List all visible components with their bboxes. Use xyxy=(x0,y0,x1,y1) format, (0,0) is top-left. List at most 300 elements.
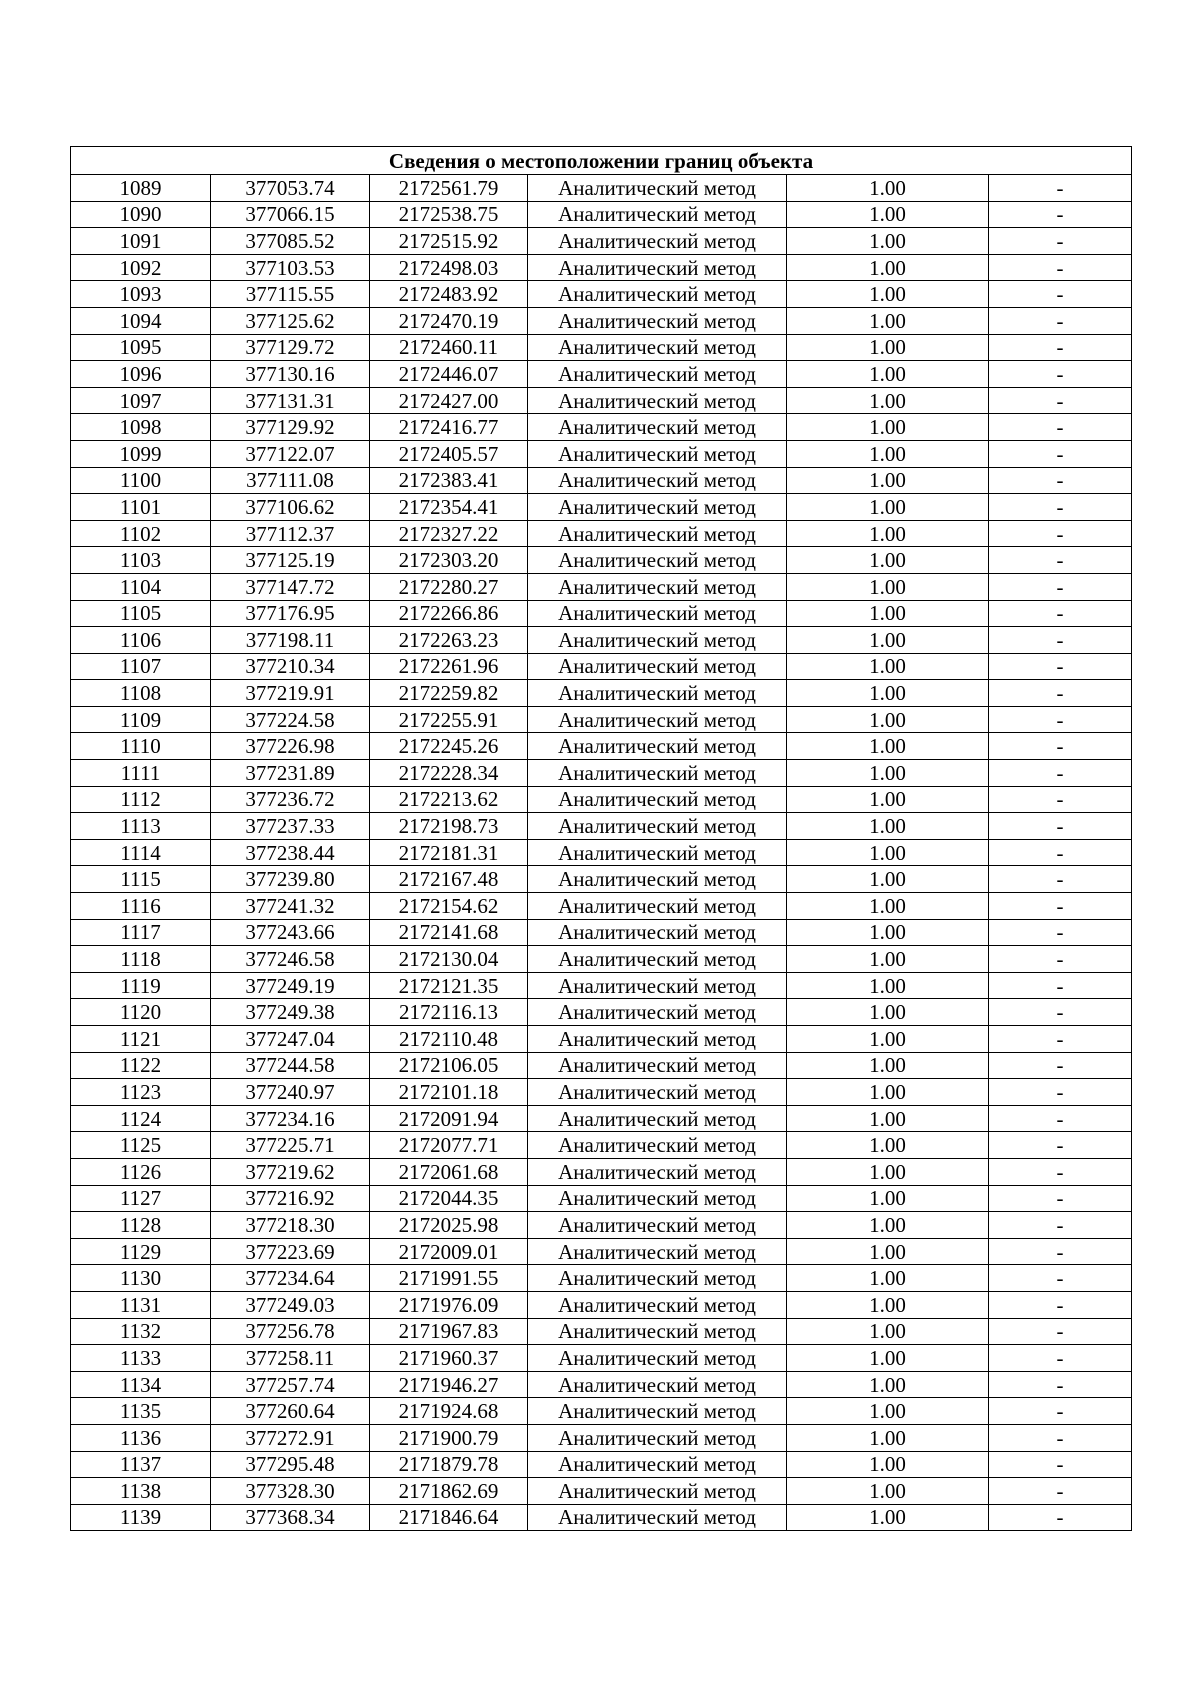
table-row xyxy=(71,547,1132,574)
y-coordinate-cell: 2172515.92 xyxy=(370,228,528,255)
method-cell: Аналитический метод xyxy=(528,1504,787,1531)
accuracy-cell: 1.00 xyxy=(787,467,989,494)
y-coordinate-cell: 2172213.62 xyxy=(370,786,528,813)
y-coordinate-cell: 2172383.41 xyxy=(370,467,528,494)
x-coordinate-cell: 377295.48 xyxy=(211,1451,370,1478)
y-coordinate-cell: 2172483.92 xyxy=(370,281,528,308)
point-number-cell: 1116 xyxy=(71,893,211,920)
accuracy-cell: 1.00 xyxy=(787,919,989,946)
accuracy-cell: 1.00 xyxy=(787,573,989,600)
boundary-coordinates-table xyxy=(70,146,1132,1531)
table-row xyxy=(71,893,1132,920)
method-cell: Аналитический метод xyxy=(528,1291,787,1318)
x-coordinate-cell: 377176.95 xyxy=(211,600,370,627)
accuracy-cell: 1.00 xyxy=(787,1265,989,1292)
table-row xyxy=(71,1265,1132,1292)
y-coordinate-cell: 2172061.68 xyxy=(370,1158,528,1185)
method-cell: Аналитический метод xyxy=(528,1105,787,1132)
point-number-cell: 1132 xyxy=(71,1318,211,1345)
table-row xyxy=(71,201,1132,228)
description-cell: - xyxy=(989,1451,1132,1478)
description-cell: - xyxy=(989,919,1132,946)
method-cell: Аналитический метод xyxy=(528,653,787,680)
x-coordinate-cell: 377122.07 xyxy=(211,440,370,467)
description-cell: - xyxy=(989,1079,1132,1106)
table-row xyxy=(71,387,1132,414)
point-number-cell: 1095 xyxy=(71,334,211,361)
point-number-cell: 1092 xyxy=(71,254,211,281)
method-cell: Аналитический метод xyxy=(528,946,787,973)
point-number-cell: 1127 xyxy=(71,1185,211,1212)
table-row xyxy=(71,1504,1132,1531)
table-row xyxy=(71,1079,1132,1106)
method-cell: Аналитический метод xyxy=(528,999,787,1026)
method-cell: Аналитический метод xyxy=(528,573,787,600)
table-row xyxy=(71,1424,1132,1451)
point-number-cell: 1119 xyxy=(71,972,211,999)
y-coordinate-cell: 2172259.82 xyxy=(370,680,528,707)
point-number-cell: 1102 xyxy=(71,520,211,547)
point-number-cell: 1130 xyxy=(71,1265,211,1292)
description-cell: - xyxy=(989,361,1132,388)
description-cell: - xyxy=(989,946,1132,973)
y-coordinate-cell: 2172255.91 xyxy=(370,706,528,733)
y-coordinate-cell: 2171991.55 xyxy=(370,1265,528,1292)
description-cell: - xyxy=(989,281,1132,308)
point-number-cell: 1090 xyxy=(71,201,211,228)
point-number-cell: 1134 xyxy=(71,1371,211,1398)
accuracy-cell: 1.00 xyxy=(787,1185,989,1212)
description-cell: - xyxy=(989,653,1132,680)
accuracy-cell: 1.00 xyxy=(787,1052,989,1079)
accuracy-cell: 1.00 xyxy=(787,1504,989,1531)
accuracy-cell: 1.00 xyxy=(787,547,989,574)
description-cell: - xyxy=(989,760,1132,787)
accuracy-cell: 1.00 xyxy=(787,175,989,202)
y-coordinate-cell: 2171900.79 xyxy=(370,1424,528,1451)
table-row xyxy=(71,786,1132,813)
y-coordinate-cell: 2172405.57 xyxy=(370,440,528,467)
y-coordinate-cell: 2171846.64 xyxy=(370,1504,528,1531)
accuracy-cell: 1.00 xyxy=(787,1158,989,1185)
y-coordinate-cell: 2172354.41 xyxy=(370,494,528,521)
table-row xyxy=(71,520,1132,547)
y-coordinate-cell: 2172327.22 xyxy=(370,520,528,547)
description-cell: - xyxy=(989,680,1132,707)
x-coordinate-cell: 377219.62 xyxy=(211,1158,370,1185)
y-coordinate-cell: 2172106.05 xyxy=(370,1052,528,1079)
point-number-cell: 1110 xyxy=(71,733,211,760)
description-cell: - xyxy=(989,387,1132,414)
x-coordinate-cell: 377216.92 xyxy=(211,1185,370,1212)
description-cell: - xyxy=(989,1398,1132,1425)
method-cell: Аналитический метод xyxy=(528,254,787,281)
accuracy-cell: 1.00 xyxy=(787,733,989,760)
method-cell: Аналитический метод xyxy=(528,680,787,707)
description-cell: - xyxy=(989,494,1132,521)
table-row xyxy=(71,1052,1132,1079)
accuracy-cell: 1.00 xyxy=(787,1398,989,1425)
x-coordinate-cell: 377129.92 xyxy=(211,414,370,441)
accuracy-cell: 1.00 xyxy=(787,1371,989,1398)
y-coordinate-cell: 2172181.31 xyxy=(370,839,528,866)
x-coordinate-cell: 377053.74 xyxy=(211,175,370,202)
x-coordinate-cell: 377368.34 xyxy=(211,1504,370,1531)
y-coordinate-cell: 2171946.27 xyxy=(370,1371,528,1398)
method-cell: Аналитический метод xyxy=(528,733,787,760)
table-row xyxy=(71,1185,1132,1212)
x-coordinate-cell: 377234.64 xyxy=(211,1265,370,1292)
point-number-cell: 1103 xyxy=(71,547,211,574)
x-coordinate-cell: 377249.03 xyxy=(211,1291,370,1318)
x-coordinate-cell: 377237.33 xyxy=(211,813,370,840)
point-number-cell: 1107 xyxy=(71,653,211,680)
table-row xyxy=(71,733,1132,760)
y-coordinate-cell: 2172261.96 xyxy=(370,653,528,680)
y-coordinate-cell: 2172498.03 xyxy=(370,254,528,281)
accuracy-cell: 1.00 xyxy=(787,1451,989,1478)
description-cell: - xyxy=(989,520,1132,547)
method-cell: Аналитический метод xyxy=(528,414,787,441)
table-row xyxy=(71,600,1132,627)
x-coordinate-cell: 377147.72 xyxy=(211,573,370,600)
accuracy-cell: 1.00 xyxy=(787,254,989,281)
description-cell: - xyxy=(989,1026,1132,1053)
x-coordinate-cell: 377125.62 xyxy=(211,307,370,334)
table-row xyxy=(71,680,1132,707)
accuracy-cell: 1.00 xyxy=(787,680,989,707)
accuracy-cell: 1.00 xyxy=(787,361,989,388)
table-row xyxy=(71,307,1132,334)
method-cell: Аналитический метод xyxy=(528,893,787,920)
point-number-cell: 1115 xyxy=(71,866,211,893)
accuracy-cell: 1.00 xyxy=(787,1478,989,1505)
method-cell: Аналитический метод xyxy=(528,520,787,547)
x-coordinate-cell: 377131.31 xyxy=(211,387,370,414)
accuracy-cell: 1.00 xyxy=(787,520,989,547)
point-number-cell: 1137 xyxy=(71,1451,211,1478)
accuracy-cell: 1.00 xyxy=(787,786,989,813)
point-number-cell: 1094 xyxy=(71,307,211,334)
point-number-cell: 1111 xyxy=(71,760,211,787)
method-cell: Аналитический метод xyxy=(528,600,787,627)
description-cell: - xyxy=(989,547,1132,574)
method-cell: Аналитический метод xyxy=(528,1212,787,1239)
table-title: Сведения о местоположении границ объекта xyxy=(71,147,1132,175)
table-row xyxy=(71,1158,1132,1185)
y-coordinate-cell: 2172280.27 xyxy=(370,573,528,600)
accuracy-cell: 1.00 xyxy=(787,1079,989,1106)
accuracy-cell: 1.00 xyxy=(787,307,989,334)
x-coordinate-cell: 377226.98 xyxy=(211,733,370,760)
method-cell: Аналитический метод xyxy=(528,1158,787,1185)
method-cell: Аналитический метод xyxy=(528,1371,787,1398)
point-number-cell: 1099 xyxy=(71,440,211,467)
x-coordinate-cell: 377258.11 xyxy=(211,1345,370,1372)
table-row xyxy=(71,1398,1132,1425)
point-number-cell: 1126 xyxy=(71,1158,211,1185)
method-cell: Аналитический метод xyxy=(528,440,787,467)
table-row xyxy=(71,866,1132,893)
y-coordinate-cell: 2172110.48 xyxy=(370,1026,528,1053)
point-number-cell: 1096 xyxy=(71,361,211,388)
point-number-cell: 1118 xyxy=(71,946,211,973)
x-coordinate-cell: 377240.97 xyxy=(211,1079,370,1106)
point-number-cell: 1104 xyxy=(71,573,211,600)
table-row xyxy=(71,1026,1132,1053)
accuracy-cell: 1.00 xyxy=(787,1318,989,1345)
description-cell: - xyxy=(989,1158,1132,1185)
table-row xyxy=(71,919,1132,946)
method-cell: Аналитический метод xyxy=(528,361,787,388)
description-cell: - xyxy=(989,1371,1132,1398)
point-number-cell: 1125 xyxy=(71,1132,211,1159)
point-number-cell: 1112 xyxy=(71,786,211,813)
description-cell: - xyxy=(989,600,1132,627)
description-cell: - xyxy=(989,972,1132,999)
accuracy-cell: 1.00 xyxy=(787,1132,989,1159)
x-coordinate-cell: 377239.80 xyxy=(211,866,370,893)
x-coordinate-cell: 377210.34 xyxy=(211,653,370,680)
point-number-cell: 1113 xyxy=(71,813,211,840)
description-cell: - xyxy=(989,1238,1132,1265)
table-row xyxy=(71,1238,1132,1265)
description-cell: - xyxy=(989,254,1132,281)
description-cell: - xyxy=(989,1318,1132,1345)
x-coordinate-cell: 377111.08 xyxy=(211,467,370,494)
point-number-cell: 1106 xyxy=(71,627,211,654)
point-number-cell: 1091 xyxy=(71,228,211,255)
method-cell: Аналитический метод xyxy=(528,1052,787,1079)
method-cell: Аналитический метод xyxy=(528,919,787,946)
method-cell: Аналитический метод xyxy=(528,706,787,733)
y-coordinate-cell: 2172091.94 xyxy=(370,1105,528,1132)
point-number-cell: 1114 xyxy=(71,839,211,866)
point-number-cell: 1098 xyxy=(71,414,211,441)
method-cell: Аналитический метод xyxy=(528,1345,787,1372)
method-cell: Аналитический метод xyxy=(528,1451,787,1478)
method-cell: Аналитический метод xyxy=(528,627,787,654)
table-row xyxy=(71,1451,1132,1478)
description-cell: - xyxy=(989,1345,1132,1372)
method-cell: Аналитический метод xyxy=(528,467,787,494)
description-cell: - xyxy=(989,1052,1132,1079)
x-coordinate-cell: 377231.89 xyxy=(211,760,370,787)
accuracy-cell: 1.00 xyxy=(787,866,989,893)
x-coordinate-cell: 377257.74 xyxy=(211,1371,370,1398)
y-coordinate-cell: 2172538.75 xyxy=(370,201,528,228)
accuracy-cell: 1.00 xyxy=(787,813,989,840)
accuracy-cell: 1.00 xyxy=(787,627,989,654)
table-row xyxy=(71,494,1132,521)
description-cell: - xyxy=(989,999,1132,1026)
description-cell: - xyxy=(989,786,1132,813)
point-number-cell: 1131 xyxy=(71,1291,211,1318)
x-coordinate-cell: 377130.16 xyxy=(211,361,370,388)
y-coordinate-cell: 2172446.07 xyxy=(370,361,528,388)
accuracy-cell: 1.00 xyxy=(787,999,989,1026)
accuracy-cell: 1.00 xyxy=(787,387,989,414)
point-number-cell: 1101 xyxy=(71,494,211,521)
x-coordinate-cell: 377244.58 xyxy=(211,1052,370,1079)
description-cell: - xyxy=(989,1132,1132,1159)
method-cell: Аналитический метод xyxy=(528,760,787,787)
y-coordinate-cell: 2171924.68 xyxy=(370,1398,528,1425)
x-coordinate-cell: 377125.19 xyxy=(211,547,370,574)
method-cell: Аналитический метод xyxy=(528,813,787,840)
method-cell: Аналитический метод xyxy=(528,201,787,228)
table-row xyxy=(71,175,1132,202)
table-body xyxy=(71,175,1132,1531)
table-row xyxy=(71,813,1132,840)
description-cell: - xyxy=(989,175,1132,202)
method-cell: Аналитический метод xyxy=(528,1238,787,1265)
y-coordinate-cell: 2172245.26 xyxy=(370,733,528,760)
x-coordinate-cell: 377272.91 xyxy=(211,1424,370,1451)
method-cell: Аналитический метод xyxy=(528,1079,787,1106)
y-coordinate-cell: 2172460.11 xyxy=(370,334,528,361)
point-number-cell: 1128 xyxy=(71,1212,211,1239)
table-title-row xyxy=(71,147,1132,175)
description-cell: - xyxy=(989,334,1132,361)
table-row xyxy=(71,1371,1132,1398)
y-coordinate-cell: 2172116.13 xyxy=(370,999,528,1026)
description-cell: - xyxy=(989,573,1132,600)
method-cell: Аналитический метод xyxy=(528,228,787,255)
y-coordinate-cell: 2172141.68 xyxy=(370,919,528,946)
method-cell: Аналитический метод xyxy=(528,334,787,361)
description-cell: - xyxy=(989,1212,1132,1239)
description-cell: - xyxy=(989,1105,1132,1132)
x-coordinate-cell: 377103.53 xyxy=(211,254,370,281)
x-coordinate-cell: 377249.19 xyxy=(211,972,370,999)
method-cell: Аналитический метод xyxy=(528,494,787,521)
table-row xyxy=(71,760,1132,787)
x-coordinate-cell: 377328.30 xyxy=(211,1478,370,1505)
description-cell: - xyxy=(989,866,1132,893)
description-cell: - xyxy=(989,228,1132,255)
table-row xyxy=(71,1291,1132,1318)
table-row xyxy=(71,653,1132,680)
method-cell: Аналитический метод xyxy=(528,1424,787,1451)
accuracy-cell: 1.00 xyxy=(787,600,989,627)
table-row xyxy=(71,1318,1132,1345)
accuracy-cell: 1.00 xyxy=(787,706,989,733)
point-number-cell: 1136 xyxy=(71,1424,211,1451)
method-cell: Аналитический метод xyxy=(528,387,787,414)
table-row xyxy=(71,1105,1132,1132)
x-coordinate-cell: 377115.55 xyxy=(211,281,370,308)
table-row xyxy=(71,467,1132,494)
point-number-cell: 1109 xyxy=(71,706,211,733)
table-row xyxy=(71,414,1132,441)
y-coordinate-cell: 2172470.19 xyxy=(370,307,528,334)
accuracy-cell: 1.00 xyxy=(787,201,989,228)
accuracy-cell: 1.00 xyxy=(787,1105,989,1132)
point-number-cell: 1093 xyxy=(71,281,211,308)
accuracy-cell: 1.00 xyxy=(787,334,989,361)
point-number-cell: 1135 xyxy=(71,1398,211,1425)
description-cell: - xyxy=(989,440,1132,467)
description-cell: - xyxy=(989,813,1132,840)
x-coordinate-cell: 377234.16 xyxy=(211,1105,370,1132)
x-coordinate-cell: 377112.37 xyxy=(211,520,370,547)
y-coordinate-cell: 2172416.77 xyxy=(370,414,528,441)
accuracy-cell: 1.00 xyxy=(787,414,989,441)
x-coordinate-cell: 377224.58 xyxy=(211,706,370,733)
x-coordinate-cell: 377260.64 xyxy=(211,1398,370,1425)
table-row xyxy=(71,228,1132,255)
accuracy-cell: 1.00 xyxy=(787,281,989,308)
point-number-cell: 1124 xyxy=(71,1105,211,1132)
point-number-cell: 1123 xyxy=(71,1079,211,1106)
table-row xyxy=(71,361,1132,388)
table-row xyxy=(71,573,1132,600)
y-coordinate-cell: 2172077.71 xyxy=(370,1132,528,1159)
description-cell: - xyxy=(989,839,1132,866)
method-cell: Аналитический метод xyxy=(528,1185,787,1212)
description-cell: - xyxy=(989,733,1132,760)
method-cell: Аналитический метод xyxy=(528,281,787,308)
method-cell: Аналитический метод xyxy=(528,1478,787,1505)
point-number-cell: 1108 xyxy=(71,680,211,707)
y-coordinate-cell: 2172167.48 xyxy=(370,866,528,893)
accuracy-cell: 1.00 xyxy=(787,1291,989,1318)
x-coordinate-cell: 377218.30 xyxy=(211,1212,370,1239)
table-row xyxy=(71,972,1132,999)
table-row xyxy=(71,1212,1132,1239)
x-coordinate-cell: 377246.58 xyxy=(211,946,370,973)
y-coordinate-cell: 2172025.98 xyxy=(370,1212,528,1239)
x-coordinate-cell: 377236.72 xyxy=(211,786,370,813)
x-coordinate-cell: 377106.62 xyxy=(211,494,370,521)
accuracy-cell: 1.00 xyxy=(787,440,989,467)
x-coordinate-cell: 377085.52 xyxy=(211,228,370,255)
method-cell: Аналитический метод xyxy=(528,839,787,866)
y-coordinate-cell: 2172228.34 xyxy=(370,760,528,787)
table-row xyxy=(71,281,1132,308)
method-cell: Аналитический метод xyxy=(528,1318,787,1345)
point-number-cell: 1121 xyxy=(71,1026,211,1053)
point-number-cell: 1120 xyxy=(71,999,211,1026)
accuracy-cell: 1.00 xyxy=(787,1424,989,1451)
y-coordinate-cell: 2171967.83 xyxy=(370,1318,528,1345)
x-coordinate-cell: 377066.15 xyxy=(211,201,370,228)
y-coordinate-cell: 2172121.35 xyxy=(370,972,528,999)
y-coordinate-cell: 2172561.79 xyxy=(370,175,528,202)
point-number-cell: 1089 xyxy=(71,175,211,202)
accuracy-cell: 1.00 xyxy=(787,653,989,680)
y-coordinate-cell: 2172044.35 xyxy=(370,1185,528,1212)
point-number-cell: 1139 xyxy=(71,1504,211,1531)
y-coordinate-cell: 2171879.78 xyxy=(370,1451,528,1478)
description-cell: - xyxy=(989,1291,1132,1318)
y-coordinate-cell: 2172130.04 xyxy=(370,946,528,973)
method-cell: Аналитический метод xyxy=(528,1132,787,1159)
point-number-cell: 1105 xyxy=(71,600,211,627)
method-cell: Аналитический метод xyxy=(528,1398,787,1425)
description-cell: - xyxy=(989,1504,1132,1531)
accuracy-cell: 1.00 xyxy=(787,839,989,866)
y-coordinate-cell: 2172101.18 xyxy=(370,1079,528,1106)
x-coordinate-cell: 377225.71 xyxy=(211,1132,370,1159)
accuracy-cell: 1.00 xyxy=(787,1345,989,1372)
accuracy-cell: 1.00 xyxy=(787,494,989,521)
description-cell: - xyxy=(989,1185,1132,1212)
table-row xyxy=(71,1345,1132,1372)
description-cell: - xyxy=(989,307,1132,334)
x-coordinate-cell: 377243.66 xyxy=(211,919,370,946)
